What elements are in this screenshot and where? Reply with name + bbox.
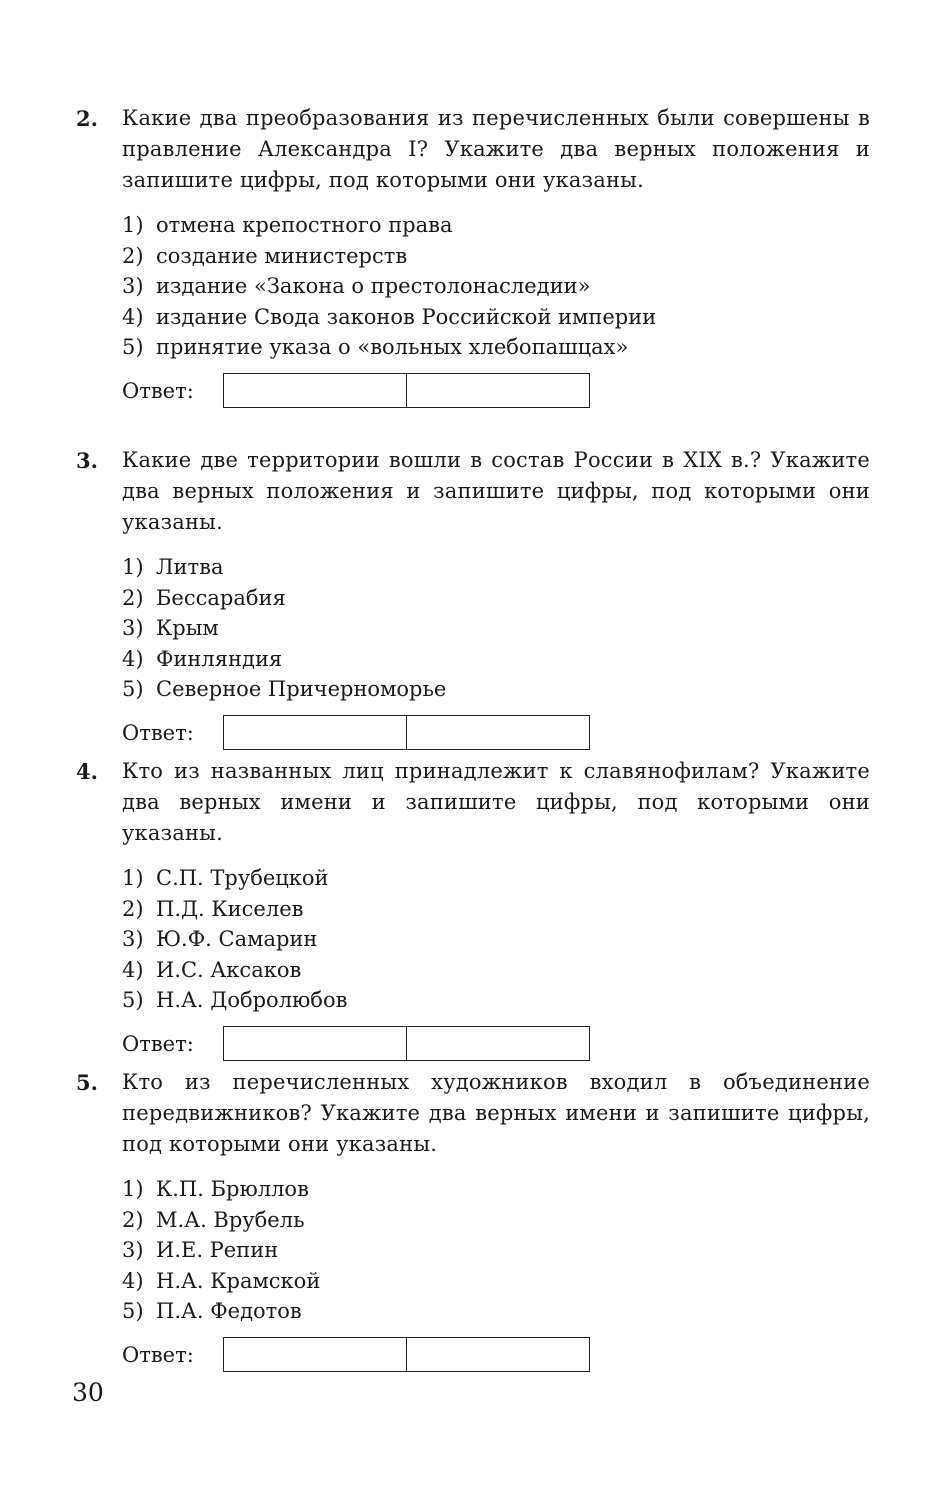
option-number: 2) <box>122 896 144 921</box>
option-number: 2) <box>122 1207 144 1232</box>
answer-box <box>223 1026 590 1061</box>
option-item <box>122 955 876 986</box>
answer-row <box>122 715 876 751</box>
options-list <box>122 1174 876 1327</box>
option-number: 2) <box>122 243 144 268</box>
option-number: 1) <box>122 555 144 579</box>
answer-box <box>223 373 590 408</box>
question-number: 2. <box>76 106 98 131</box>
option-text: Бессарабия <box>156 585 286 610</box>
question-3 <box>76 445 876 751</box>
option-item <box>122 302 876 333</box>
option-number: 1) <box>122 213 144 237</box>
option-number: 1) <box>122 866 144 890</box>
answer-box <box>223 1337 590 1372</box>
question-5 <box>76 1067 876 1373</box>
option-item <box>122 241 876 272</box>
option-item <box>122 644 876 675</box>
option-item <box>122 985 876 1016</box>
option-item <box>122 1174 876 1205</box>
page-number: 30 <box>72 1378 104 1407</box>
question-header <box>76 756 876 849</box>
question-text: Кто из перечисленных художников входил в объединение передвижников? Укажите два верных имени и запишите цифры, под которыми они указаны. <box>122 1070 870 1156</box>
answer-label: Ответ: <box>122 378 194 403</box>
answer-cell-2[interactable] <box>406 1338 589 1371</box>
answer-cell-1[interactable] <box>224 1338 406 1371</box>
option-number: 5) <box>122 1299 144 1323</box>
question-text: Какие два преобразования из перечисленных были совершены в правление Александра I? Укажите два верных положения и запишите цифры, под которыми они указаны. <box>122 106 871 192</box>
option-item <box>122 552 876 583</box>
answer-label: Ответ: <box>122 720 194 745</box>
option-number: 2) <box>122 585 144 610</box>
option-number: 1) <box>122 1177 144 1201</box>
option-text: Н.А. Крамской <box>156 1268 321 1293</box>
answer-cell-1[interactable] <box>224 716 406 749</box>
option-text: П.Д. Киселев <box>156 896 304 921</box>
option-item <box>122 1235 876 1266</box>
question-4 <box>76 756 876 1062</box>
question-number: 5. <box>76 1070 98 1095</box>
options-list <box>122 210 876 363</box>
option-text: издание «Закона о престолонаследии» <box>156 274 591 298</box>
option-text: издание Свода законов Российской империи <box>156 304 657 329</box>
option-text: С.П. Трубецкой <box>156 866 329 890</box>
answer-label: Ответ: <box>122 1342 194 1367</box>
option-text: Финляндия <box>156 646 283 671</box>
question-number: 3. <box>76 448 98 473</box>
answer-box <box>223 715 590 750</box>
option-number: 4) <box>122 957 144 982</box>
option-number: 4) <box>122 1268 144 1293</box>
option-number: 3) <box>122 616 144 640</box>
option-item <box>122 210 876 241</box>
option-text: отмена крепостного права <box>156 213 453 237</box>
option-item <box>122 613 876 644</box>
option-item <box>122 271 876 302</box>
option-text: Крым <box>156 616 219 640</box>
options-list <box>122 552 876 705</box>
option-number: 3) <box>122 274 144 298</box>
option-text: И.С. Аксаков <box>156 957 302 982</box>
question-text: Какие две территории вошли в состав России в XIX в.? Укажите два верных положения и запишите цифры, под которыми они указаны. <box>122 448 870 534</box>
answer-cell-2[interactable] <box>406 1027 589 1060</box>
option-item <box>122 583 876 614</box>
question-text: Кто из названных лиц принадлежит к славянофилам? Укажите два верных имени и запишите цифры, под которыми они указаны. <box>122 759 870 845</box>
option-text: создание министерств <box>156 243 408 268</box>
question-header <box>76 1067 876 1160</box>
option-number: 4) <box>122 304 144 329</box>
option-item <box>122 1296 876 1327</box>
option-item <box>122 1266 876 1297</box>
option-text: П.А. Федотов <box>156 1299 302 1323</box>
option-number: 5) <box>122 988 144 1012</box>
answer-row <box>122 1026 876 1062</box>
option-item <box>122 332 876 363</box>
option-text: Северное Причерноморье <box>156 677 447 701</box>
answer-row <box>122 373 876 409</box>
answer-row <box>122 1337 876 1373</box>
option-number: 4) <box>122 646 144 671</box>
option-number: 3) <box>122 927 144 951</box>
question-header <box>76 445 876 538</box>
option-item <box>122 1205 876 1236</box>
option-text: Литва <box>156 555 224 579</box>
option-item <box>122 863 876 894</box>
option-text: принятие указа о «вольных хлебопашцах» <box>156 335 629 359</box>
answer-cell-2[interactable] <box>406 374 589 407</box>
question-2 <box>76 103 876 409</box>
option-text: Ю.Ф. Самарин <box>156 927 318 951</box>
answer-cell-2[interactable] <box>406 716 589 749</box>
option-item <box>122 674 876 705</box>
option-number: 5) <box>122 677 144 701</box>
option-item <box>122 924 876 955</box>
answer-label: Ответ: <box>122 1031 194 1056</box>
question-header <box>76 103 876 196</box>
option-text: М.А. Врубель <box>156 1207 305 1232</box>
question-number: 4. <box>76 759 98 784</box>
option-text: К.П. Брюллов <box>156 1177 309 1201</box>
option-number: 5) <box>122 335 144 359</box>
option-text: Н.А. Добролюбов <box>156 988 348 1012</box>
options-list <box>122 863 876 1016</box>
answer-cell-1[interactable] <box>224 374 406 407</box>
answer-cell-1[interactable] <box>224 1027 406 1060</box>
option-number: 3) <box>122 1238 144 1262</box>
option-item <box>122 894 876 925</box>
option-text: И.Е. Репин <box>156 1238 279 1262</box>
